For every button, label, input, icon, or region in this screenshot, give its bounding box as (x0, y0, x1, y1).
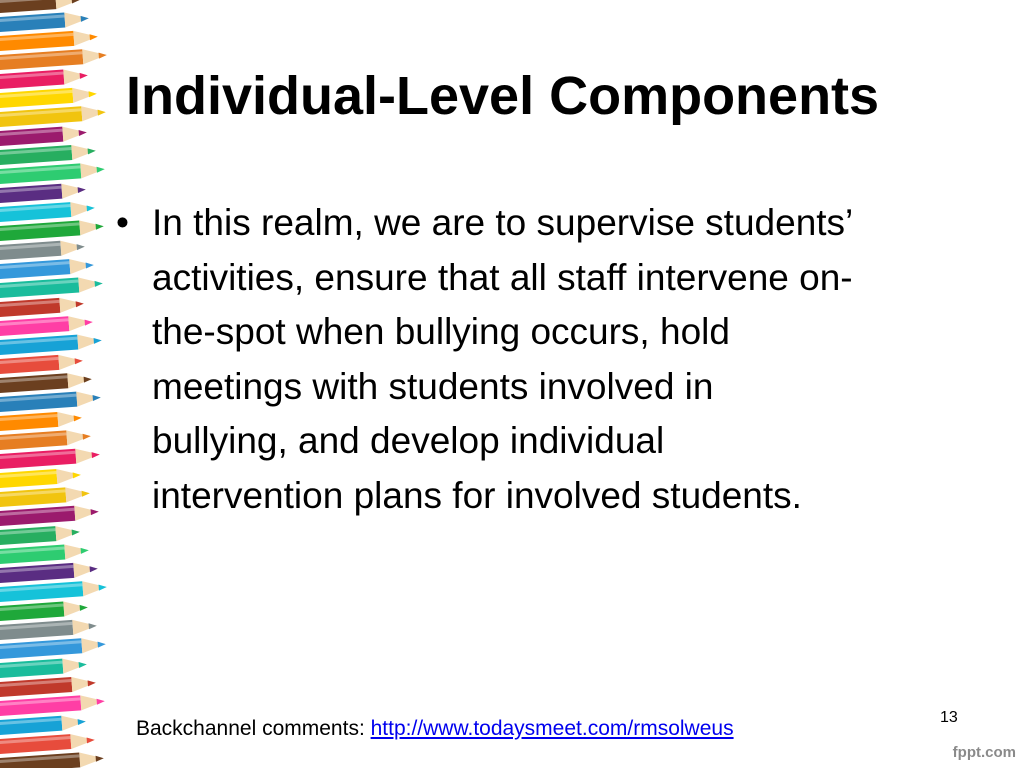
pencil (0, 580, 107, 603)
pencil (0, 29, 98, 51)
pencil (0, 353, 83, 374)
pencil (0, 48, 107, 71)
pencil (0, 219, 104, 242)
pencil (0, 390, 101, 412)
pencil (0, 732, 95, 754)
pencil (0, 751, 104, 768)
pencil (0, 410, 82, 431)
pencil (0, 143, 96, 165)
bullet-line: In this realm, we are to supervise students’ (152, 202, 854, 243)
pencil (0, 561, 98, 583)
watermark-logo: fppt.com (952, 744, 1016, 761)
pencil (0, 675, 96, 697)
pencil (0, 315, 93, 337)
pencil (0, 543, 89, 565)
slide-number: 13 (940, 709, 958, 726)
pencil (0, 182, 86, 203)
backchannel-label: Backchannel comments: (136, 717, 371, 740)
pencil (0, 333, 102, 355)
pencil (0, 125, 87, 146)
pencil (0, 296, 84, 317)
bullet-line: activities, ensure that all staff intervene on- (152, 256, 853, 298)
pencil (0, 162, 105, 185)
pencil (0, 657, 87, 678)
pencil (0, 0, 80, 13)
bullet-point-icon: • (116, 202, 129, 243)
slide-title: Individual-Level Components (126, 66, 880, 126)
pencil (0, 200, 95, 222)
pencil (0, 429, 91, 451)
pencil (0, 257, 94, 279)
pencil (0, 447, 100, 469)
pencil (0, 694, 105, 717)
bullet-line: the-spot when bullying occurs, hold (152, 311, 730, 352)
pencil (0, 637, 106, 660)
backchannel-note (136, 716, 734, 742)
pencil (0, 372, 92, 394)
pencil (0, 239, 85, 260)
pencil (0, 714, 86, 735)
bullet-list (112, 196, 1022, 523)
backchannel-link[interactable]: http://www.todaysmeet.com/rmsolweus (370, 717, 734, 740)
bullet-line: meetings with students involved in (152, 365, 714, 407)
bullet-line: intervention plans for involved students. (152, 474, 802, 516)
pencil (0, 68, 88, 90)
pencil (0, 105, 106, 128)
pencil (0, 618, 97, 640)
bullet-item (112, 196, 1022, 523)
pencil (0, 504, 99, 526)
pencil (0, 11, 89, 33)
bullet-line: bullying, and develop individual (152, 420, 665, 461)
pencil (0, 486, 90, 508)
pencil (0, 276, 103, 299)
pencil (0, 467, 81, 488)
pencil (0, 600, 88, 622)
pencil (0, 524, 80, 545)
pencil (0, 86, 97, 108)
